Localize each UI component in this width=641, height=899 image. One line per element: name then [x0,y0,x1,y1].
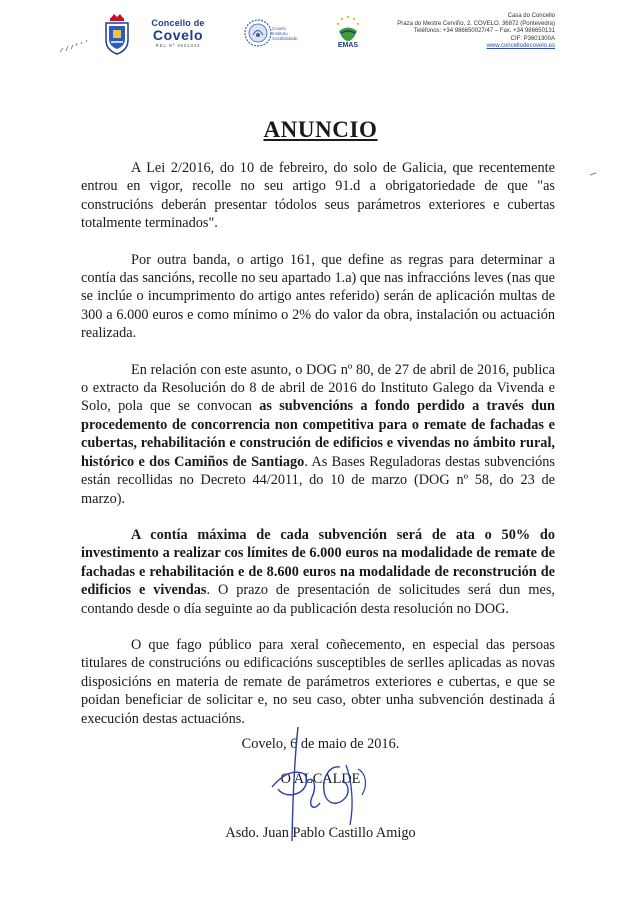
text-run: . O prazo de presentación de solicitudes será dun mes, contando desde o día seguinte ao da publicación desta resolución no DOG. [81,582,555,617]
coat-of-arms-icon [100,12,134,56]
place-and-date: Covelo, 6 de maio de 2016. [241,736,400,752]
paragraph [81,526,555,618]
contact-line: Casa do Concello [507,13,555,19]
seal-caption [272,26,304,41]
text-run: O que fago público para xeral coñecemento, en especial das persoas titulares de construcións ou edificacións susceptibles de serlles aplicadas as novas disposicións en materia de remate de parámetros exteriores e cubertas, e que se poidan beneficiar de solicitar e, no seu caso, obter unha subvención destinada á execución destas actuacións. [81,636,555,727]
paragraph [81,251,555,343]
margin-mark [590,172,596,176]
seal-caption-line: Instituto [272,31,288,36]
contact-address: Praza do Mestre Cerviño, 2. COVELO. 36872 (Pontevedra) [397,20,555,27]
seal-caption-line: Covelo [272,26,287,31]
paragraph [81,159,555,233]
emas-label: EMAS [337,42,359,49]
letterhead [0,0,641,80]
bold-text: A contía máxima de cada subvención será de ata o 50% do investimento a realizar cos límites de 6.000 euros na modalidade de remate de fachadas e rehabilitación e de 8.600 euros na modalidade de reconstrución de edificios e vivendas [81,526,555,599]
contact-block [365,13,555,51]
handwritten-signature [262,725,382,845]
signer-name: Asdo. Juan Pablo Castillo Amigo [225,825,416,841]
text-run: A Lei 2/2016, do 10 de febreiro, do solo de Galicia, que recentemente entrou en vigor, recolle no seu artigo 91.d a obrigatoriedade de que "as construcións deberán presentar tódolos seus parámetros exteriores e cubertas totalmente terminados". [81,160,555,232]
document-body [81,159,555,746]
handwritten-mark [58,36,92,56]
sustainability-seal-icon [243,18,273,48]
emas-logo-icon [333,14,363,44]
website-link[interactable]: www.concellodecovelo.es [486,43,555,50]
contact-cif: CIF: P3601300A [510,35,555,42]
contact-phones: Teléfonos: +34 986650027/47 – Fax. +34 986650131 [413,28,555,35]
text-run: . As Bases Reguladoras destas subvencións están recollidas no Decreto 44/2011, do 10 de marzo (DOG nº 58, do 23 de marzo). [81,453,555,507]
municipality-name: Covelo [152,27,204,43]
paragraph [81,361,555,508]
text-run: En relación con este asunto, o DOG nº 80, de 27 de abril de 2016, publica o extracto da Resolución do 8 de abril de 2016 do Instituto Galego da Vivenda e Solo, pola que se convocan [81,361,555,415]
municipality-logo [142,18,214,48]
text-run: Por outra banda, o artigo 161, que define as regras para determinar a contía das sancións, recolle no seu apartado 1.a) que nas infraccións leves (nas que se inclúe o incumprimento do artigo antes referido) serán de aplicación multas de 300 a 6.000 euros e como mínimo o 2% do valor da obra, instalación ou actuación realizada. [81,251,555,342]
bold-text: as subvencións a fondo perdido a través dun procedemento de concorrencia non competitiva para o remate de fachadas e cubertas, rehabilitación e construción de edificios e vivendas no ámbito rural, histórico e dos Camiños de Santiago [81,398,555,470]
signer-role: O ALCALDE [280,771,361,787]
registry-number: REL Nº 3601342 [155,43,201,48]
document-title: ANUNCIO [263,117,378,142]
municipality-label: Concello de [151,18,205,28]
seal-caption-line: Sostibilidade [272,36,298,41]
paragraph [81,636,555,728]
